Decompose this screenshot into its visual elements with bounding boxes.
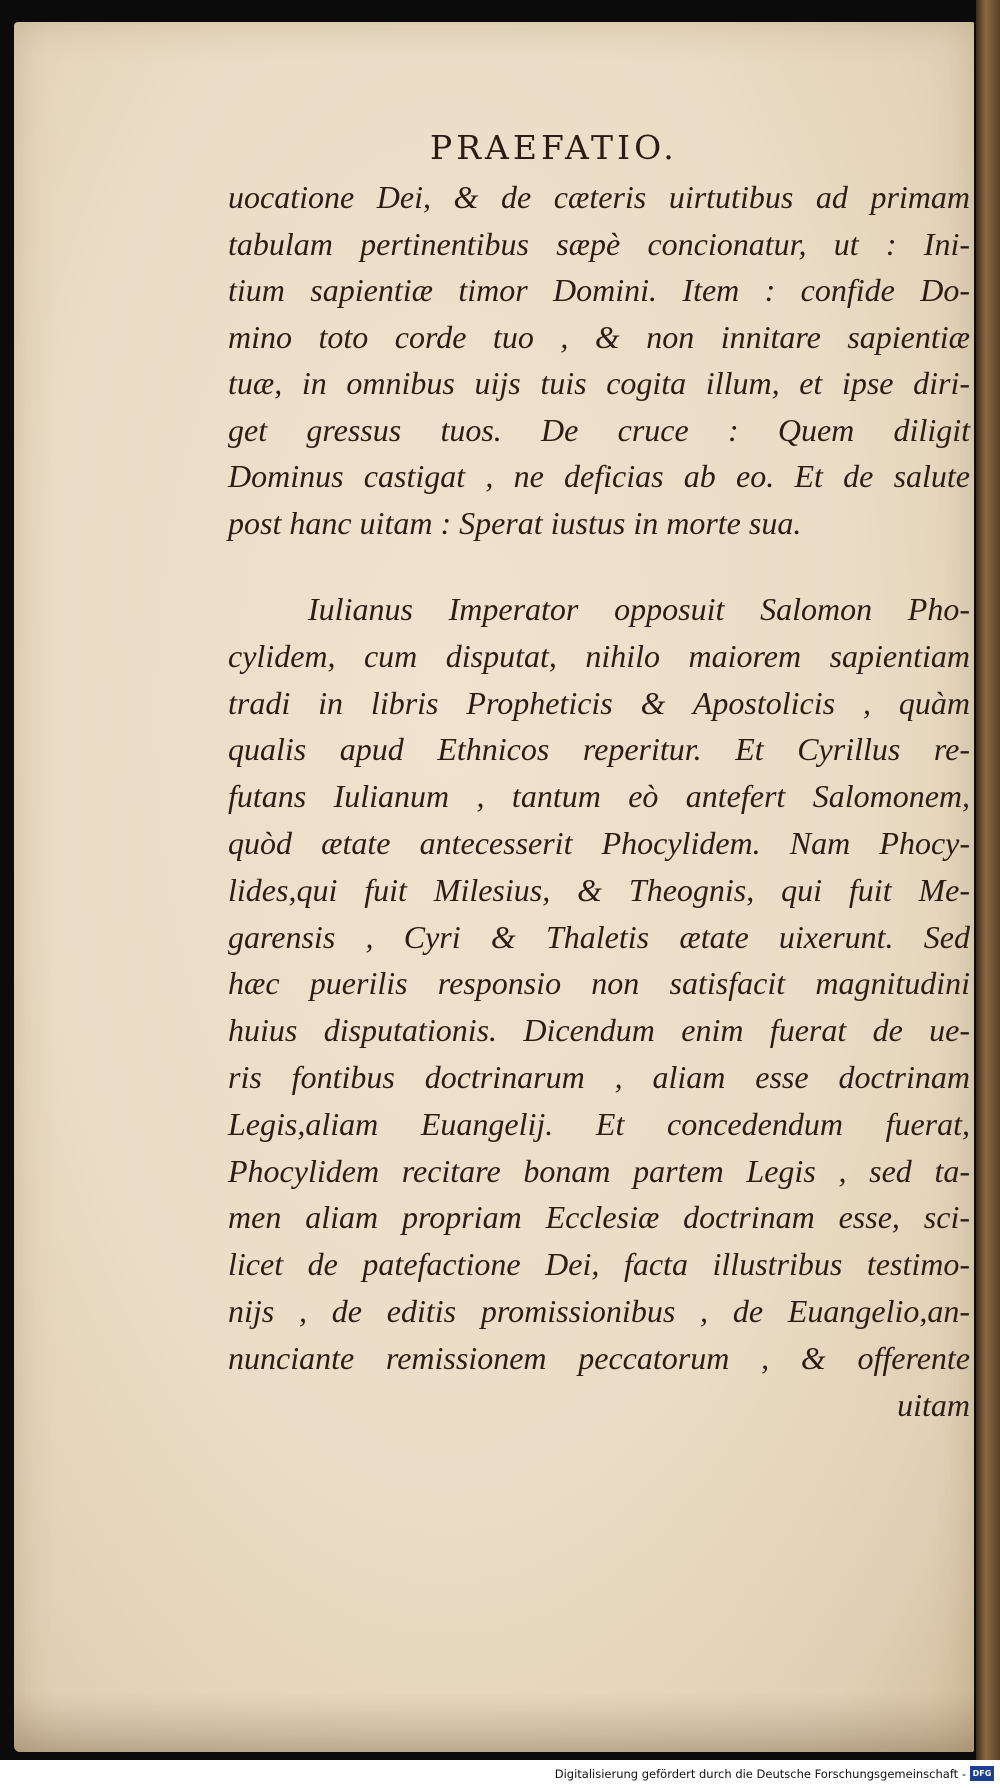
text-line: Legis,aliam Euangelij. Et concedendum fuerat, <box>228 1105 970 1142</box>
text-line: ris fontibus doctrinarum , aliam esse doctrinam <box>228 1058 970 1095</box>
funding-credit: Digitalisierung gefördert durch die Deutsche Forschungsgemeinschaft - <box>554 1767 966 1781</box>
text-line: huius disputationis. Dicendum enim fuerat de ue- <box>228 1012 970 1049</box>
text-line: get gressus tuos. De cruce : Quem diligit <box>228 411 970 448</box>
text-line: tabulam pertinentibus sæpè concionatur, ut : Ini- <box>228 225 970 262</box>
text-line: futans Iulianum , tantum eò antefert Salomonem, <box>228 778 970 815</box>
footer-bar <box>0 1760 1000 1788</box>
text-line: nijs , de editis promissionibus , de Euangelio,an- <box>228 1292 970 1329</box>
dfg-logo: DFG <box>970 1766 994 1781</box>
catchword: uitam <box>897 1386 970 1423</box>
text-line: tium sapientiæ timor Domini. Item : confide Do- <box>228 272 970 308</box>
text-line: nunciante remissionem peccatorum , & offerente <box>228 1339 970 1376</box>
text-line: mino toto corde tuo , & non innitare sapientiæ <box>228 318 970 355</box>
paragraph-2 <box>228 586 970 1428</box>
text-line: uocatione Dei, & de cæteris uirtutibus ad primam <box>228 179 970 215</box>
text-line: qualis apud Ethnicos reperitur. Et Cyrillus re- <box>228 731 970 768</box>
running-head: PRAEFATIO. <box>430 128 678 167</box>
paragraph-1 <box>228 174 970 546</box>
text-line: hæc puerilis responsio non satisfacit magnitudini <box>228 965 970 1002</box>
text-line: quòd ætate antecesserit Phocylidem. Nam Phocy- <box>228 824 970 861</box>
book-edge <box>976 0 1000 1760</box>
book-page <box>14 22 974 1752</box>
text-line: lides,qui fuit Milesius, & Theognis, qui fuit Me- <box>228 871 970 908</box>
text-line: licet de patefactione Dei, facta illustribus testimo- <box>228 1246 970 1283</box>
text-line: tuæ, in omnibus uijs tuis cogita illum, et ipse diri- <box>228 365 970 401</box>
text-line: garensis , Cyri & Thaletis ætate uixerunt. Sed <box>228 918 970 955</box>
text-line: post hanc uitam : Sperat iustus in morte sua. <box>228 504 802 541</box>
text-line: cylidem, cum disputat, nihilo maiorem sapientiam <box>228 637 970 674</box>
text-line: Iulianus Imperator opposuit Salomon Pho- <box>308 591 970 627</box>
text-line: tradi in libris Propheticis & Apostolicis , quàm <box>228 684 970 721</box>
text-line: Dominus castigat , ne deficias ab eo. Et de salute <box>228 458 970 494</box>
text-line: Phocylidem recitare bonam partem Legis , sed ta- <box>228 1152 970 1189</box>
text-line: men aliam propriam Ecclesiæ doctrinam esse, sci- <box>228 1199 970 1236</box>
